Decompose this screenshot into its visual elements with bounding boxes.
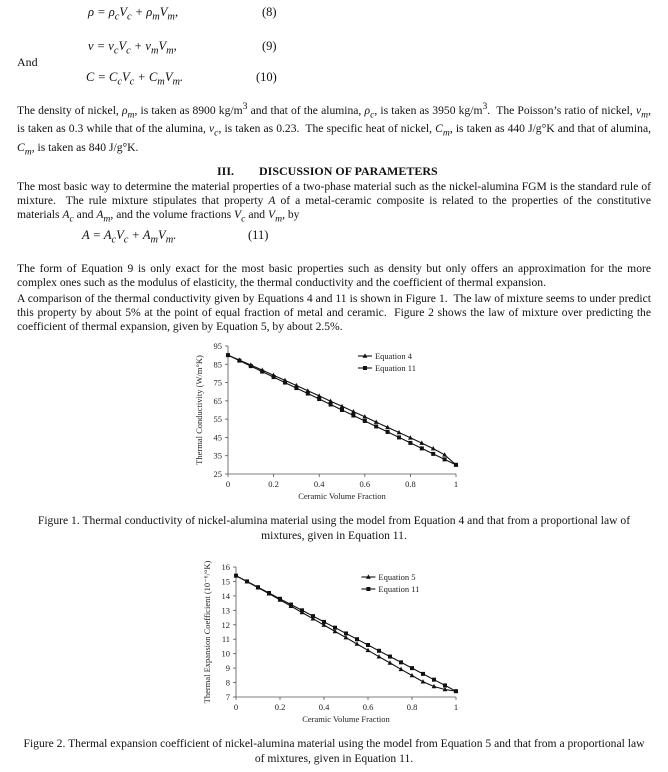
y-tick-label: 95 — [213, 341, 222, 351]
y-axis-title: Thermal Conductivity (W/m°K) — [194, 355, 204, 465]
series-2-point — [311, 614, 315, 618]
y-tick-label: 75 — [213, 377, 222, 388]
series-2-point — [443, 457, 447, 461]
paragraph-material-constants: The density of nickel, $\rho_m$, is taken as 8900 $kg/m^3$ and that of the alumina, $\rho_c$, is taken as 3950 $kg/m^3$. The Poisson’s ratio of nickel, $\nu_m$, is taken as 0.3 while that of the alumina, $\nu_c$, is taken as 0.23. The specific heat of nickel, $C_m$, is taken as 440 J/g°K and that of alumina, $C_m$, is taken as 840 J/g°K. — [17, 101, 651, 158]
series-2-point — [237, 359, 241, 363]
figure-1-chart — [188, 338, 478, 506]
x-tick-label: 0.8 — [406, 702, 418, 712]
chart-2-plot — [202, 561, 458, 724]
series-2-point — [386, 430, 390, 434]
series-2-point — [363, 419, 367, 423]
series-2-point — [355, 637, 359, 641]
series-2-point — [306, 392, 310, 396]
series-2-point — [410, 666, 414, 670]
legend-label: Equation 11 — [378, 584, 420, 594]
series-2-point — [388, 655, 392, 659]
series-2-point — [283, 381, 287, 385]
x-tick-label: 0.2 — [274, 702, 286, 712]
series-2-point — [260, 370, 264, 374]
y-tick-label: 16 — [221, 562, 230, 572]
equation-8-number: (8) — [262, 5, 277, 19]
x-tick-label: 0.6 — [362, 702, 374, 712]
equation-8: $\rho = \rho_cV_c + \rho_mV_m$, — [88, 5, 179, 23]
y-tick-label: 25 — [213, 469, 222, 479]
series-2-point — [344, 631, 348, 635]
series-2-point — [272, 375, 276, 379]
series-2-point — [351, 413, 355, 417]
series-2-point — [421, 672, 425, 676]
equation-9: $\nu = \nu_cV_c + \nu_mV_m$, — [88, 39, 177, 57]
figure-2-chart — [188, 558, 478, 730]
series-2-point — [289, 603, 293, 607]
x-tick-label: 0.6 — [359, 479, 371, 489]
series-2-point — [432, 678, 436, 682]
chart-1-plot — [194, 341, 458, 501]
series-2-point — [408, 441, 412, 445]
y-tick-label: 9 — [225, 663, 230, 674]
paragraph-rule-of-mixture: The most basic way to determine the material properties of a two-phase material such as the nickel-alumina FGM is the standard rule of mixture. The rule mixture stipulates that property A of a metal-ceramic composite is related to the properties of the constitutive materials $A_c$ and $A_m$, and the volume fractions $V_c$ and $V_m$, by — [17, 180, 651, 225]
series-2-point — [249, 364, 253, 368]
series-2-point — [377, 649, 381, 653]
equation-11: $A = A_cV_c + A_mV_m$. — [82, 228, 177, 246]
series-2-point — [245, 579, 249, 583]
series-2-point — [374, 424, 378, 428]
y-tick-label: 11 — [221, 634, 230, 645]
series-2-point — [234, 574, 238, 578]
section-title: DISCUSSION OF PARAMETERS — [259, 164, 438, 178]
x-axis-title: Ceramic Volume Fraction — [302, 714, 390, 724]
x-tick-label: 0 — [225, 479, 231, 489]
series-2-point — [300, 608, 304, 612]
equation-10-number: (10) — [256, 70, 277, 84]
series-2-point — [454, 463, 458, 467]
series-2-point — [267, 591, 271, 595]
x-tick-label: 0.2 — [268, 479, 279, 489]
series-2-point — [226, 353, 230, 357]
series-2-point — [431, 452, 435, 456]
x-tick-label: 0.4 — [313, 479, 325, 489]
legend-marker — [363, 366, 367, 370]
y-tick-label: 45 — [213, 432, 222, 443]
series-2-point — [420, 446, 424, 450]
legend-marker — [366, 587, 370, 591]
series-2-point — [454, 689, 458, 693]
y-tick-label: 65 — [213, 395, 222, 406]
x-tick-label: 1 — [453, 702, 459, 712]
paragraph-comparison: A comparison of the thermal conductivity given by Equations 4 and 11 is shown in Figure 1. The law of mixture seems to under predict this property by about 5% at the point of equal fraction of metal and ceramic. Figure 2 shows the law of mixture over predicting the coefficient of thermal expansion, given by Equation 5, by about 2.5%. — [17, 292, 651, 334]
equation-9-number: (9) — [262, 39, 277, 53]
y-tick-label: 14 — [221, 590, 230, 601]
series-2-point — [329, 403, 333, 407]
x-tick-label: 0.8 — [405, 479, 416, 489]
series-2-point — [294, 386, 298, 390]
y-tick-label: 13 — [221, 605, 230, 616]
and-label: And — [17, 55, 38, 69]
equation-11-number: (11) — [248, 228, 269, 242]
x-tick-label: 0 — [233, 702, 239, 712]
x-tick-label: 1 — [453, 479, 459, 489]
y-tick-label: 85 — [213, 359, 222, 370]
series-2-point — [366, 643, 370, 647]
y-axis-title: Thermal Expansion Coefficient (10⁻⁶/°K) — [202, 560, 212, 704]
y-tick-label: 7 — [225, 692, 230, 702]
equation-10: $C = C_cV_c + C_mV_m$. — [86, 70, 184, 88]
series-2-point — [317, 397, 321, 401]
y-tick-label: 35 — [213, 450, 222, 461]
y-tick-label: 10 — [221, 648, 230, 659]
legend-label: Equation 4 — [374, 351, 413, 361]
y-tick-label: 15 — [221, 576, 230, 587]
series-2-point — [278, 597, 282, 601]
series-2-point — [333, 626, 337, 630]
legend-label: Equation 5 — [378, 572, 416, 582]
series-2-point — [340, 408, 344, 412]
paragraph-equation-form: The form of Equation 9 is only exact for the most basic properties such as density but only offers an approximation for the more complex ones such as the modulus of elasticity, the thermal conductivity and the coefficient of thermal expansion. — [17, 262, 651, 290]
x-tick-label: 0.4 — [318, 702, 330, 712]
y-tick-label: 55 — [213, 414, 222, 425]
series-2-point — [256, 585, 260, 589]
section-number: III. — [217, 164, 235, 178]
y-tick-label: 8 — [225, 677, 230, 688]
series-2-point — [397, 435, 401, 439]
figure-1-caption: Figure 1. Thermal conductivity of nickel-alumina material using the model from Equation 4 and that from a proportional law of mixtures, given in Equation 11. — [37, 514, 631, 542]
series-2-point — [322, 620, 326, 624]
y-tick-label: 12 — [221, 619, 230, 630]
x-axis-title: Ceramic Volume Fraction — [298, 491, 386, 501]
figure-2-caption: Figure 2. Thermal expansion coefficient of nickel-alumina material using the model from Equation 5 and that from a proportional law of mixtures, given in Equation 11. — [23, 737, 645, 765]
series-2-point — [443, 683, 447, 687]
legend-label: Equation 11 — [374, 363, 416, 373]
series-2-point — [399, 660, 403, 664]
